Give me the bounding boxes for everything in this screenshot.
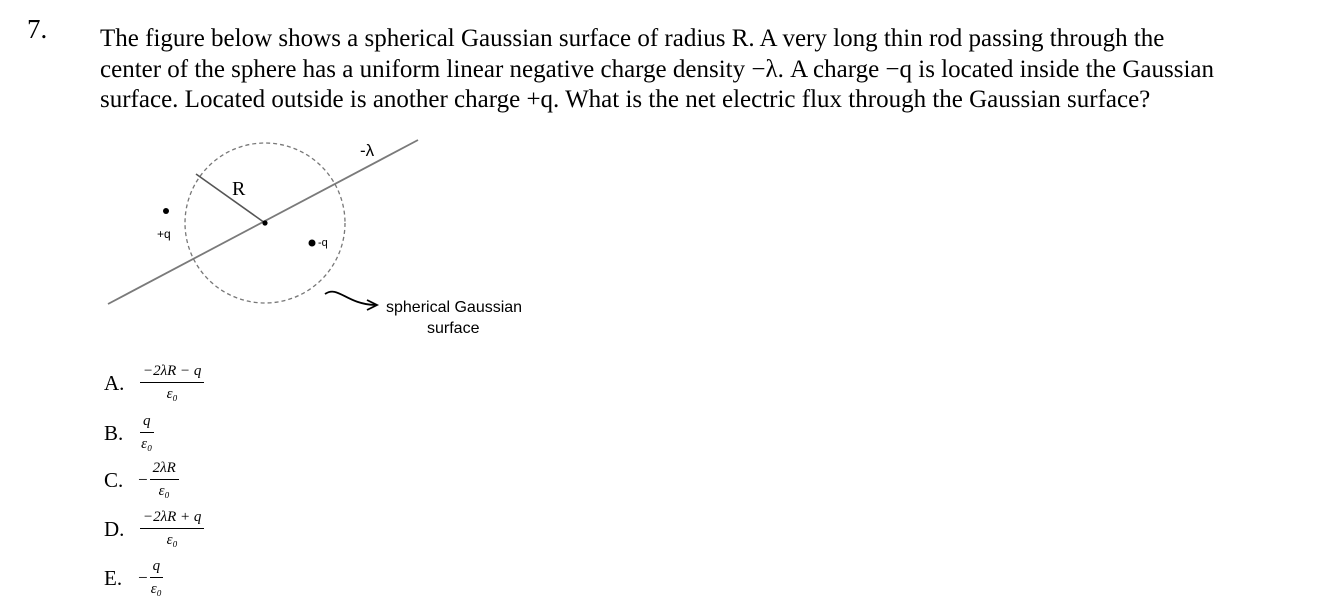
fraction-numerator: 2λR [150,460,179,480]
fraction-denominator: ε₀ [158,483,170,499]
choice-fraction [140,509,204,549]
fraction-numerator: −2λR − q [140,363,204,383]
question-line-3: surface. Located outside is another charge +q. What is the net electric flux through the Gaussian surface? [100,86,1151,113]
choice-fraction [150,460,179,500]
question-line-2: center of the sphere has a uniform linear negative charge density −λ. A charge −q is located inside the Gaussian [100,55,1215,83]
choice-a[interactable] [104,361,204,405]
radius-line [196,174,265,223]
surface-label-line1: spherical Gaussian [386,299,523,316]
choice-b[interactable] [104,411,154,455]
choice-sign: − [138,470,148,489]
fraction-denominator: ε₀ [150,581,162,597]
fraction-numerator: q [150,558,164,578]
figure-svg [100,132,540,347]
surface-arrow [325,292,375,305]
choice-letter: C. [104,467,124,492]
inside-charge-label: -q [318,237,328,249]
choice-c[interactable] [104,458,179,502]
question-text [100,24,1280,116]
radius-label: R [232,178,246,200]
fraction-denominator: ε₀ [166,386,178,402]
fraction-denominator: ε₀ [141,436,153,452]
inside-charge-dot [309,240,316,247]
choice-fraction [150,558,164,598]
choice-d[interactable] [104,507,204,551]
choice-fraction [140,363,204,403]
fraction-denominator: ε₀ [166,532,178,548]
choice-letter: A. [104,370,125,395]
choice-e[interactable] [104,556,163,600]
gaussian-surface-figure [100,132,540,347]
outside-charge-dot [163,208,169,214]
fraction-numerator: −2λR + q [140,509,204,529]
choice-fraction [140,413,154,453]
sphere-center-dot [262,220,267,225]
choice-sign: − [138,568,148,587]
choice-letter: E. [104,565,123,590]
choice-letter: B. [104,420,124,445]
surface-label-line2: surface [427,320,480,337]
outside-charge-label: +q [157,227,171,241]
question-line-1: The figure below shows a spherical Gaussian surface of radius R. A very long thin rod passing through the [100,25,1165,52]
fraction-numerator: q [140,413,154,433]
choice-letter: D. [104,516,125,541]
question-number: 7. [27,14,48,44]
rod-charge-label: -λ [360,141,375,160]
